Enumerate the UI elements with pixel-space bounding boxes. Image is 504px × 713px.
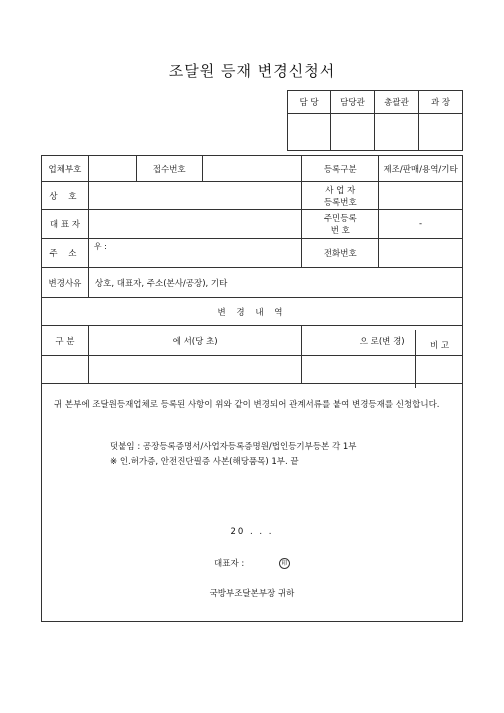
label-biz-reg-no: [302, 182, 379, 210]
seal-icon: 印: [279, 558, 290, 569]
col-category: 구 분: [42, 326, 89, 356]
application-body: [42, 384, 463, 622]
approval-table: [287, 90, 463, 151]
label-receipt-no: 접수번호: [136, 156, 202, 182]
label-registration-type: 등록구분: [302, 156, 379, 182]
representative-field[interactable]: [88, 210, 301, 239]
change-details-title: 변 경 내 역: [42, 298, 463, 326]
receipt-no-field[interactable]: [202, 156, 302, 182]
application-date[interactable]: 20 . . .: [230, 527, 274, 537]
address-field[interactable]: [88, 239, 301, 268]
company-no-field[interactable]: [88, 156, 136, 182]
approval-sign-general[interactable]: [375, 114, 419, 151]
label-resident-no-line1: 주민등록: [323, 214, 357, 224]
col-to: 으 로(변 경): [359, 336, 405, 347]
application-form-table: [41, 155, 463, 622]
phone-field[interactable]: [379, 239, 463, 268]
approval-sign-officer[interactable]: [331, 114, 375, 151]
application-paragraph: 귀 본부에 조달원등재업체로 등록된 사항이 위와 같이 변경되어 관계서류를 붙여 변경등재를 신청합니다.: [54, 400, 440, 410]
approval-header-chief: 과 장: [419, 91, 463, 114]
col-note: 비 고: [415, 330, 463, 360]
attachment-line-2: ※ 인.허가증, 안전진단필증 사본(해당품목) 1부. 끝: [110, 457, 299, 467]
postal-code-label: 우 :: [93, 242, 107, 251]
label-change-reason: 변경사유: [42, 268, 89, 298]
approval-sign-staff[interactable]: [288, 114, 331, 151]
col-from: 에 서(당 초): [88, 326, 301, 356]
col-note-divider: [415, 360, 416, 388]
change-reason-options[interactable]: 상호, 대표자, 주소(본사/공장), 기타: [88, 268, 462, 298]
label-trade-name: 상 호: [42, 182, 89, 210]
label-resident-no-line2: 번 호: [330, 226, 350, 236]
resident-no-field[interactable]: -: [379, 210, 463, 239]
change-from-cell[interactable]: [88, 356, 301, 384]
approval-header-officer: 담당관: [331, 91, 375, 114]
addressee: 국방부조달본부장 귀하: [209, 589, 295, 599]
label-resident-no: [302, 210, 379, 239]
biz-reg-no-field[interactable]: [379, 182, 463, 210]
attachments: [110, 440, 357, 470]
attachment-line-1: 덧붙임 : 공장등록증명서/사업자등록증명원/법인등기부등본 각 1부: [110, 442, 357, 452]
label-phone: 전화번호: [302, 239, 379, 268]
label-address: 주 소: [42, 239, 89, 268]
label-representative: 대 표 자: [42, 210, 89, 239]
registration-type-value[interactable]: 제조/판매/용역/기타: [379, 156, 463, 182]
page-title: 조달원 등재 변경신청서: [168, 62, 336, 80]
representative-signature: [42, 557, 462, 569]
label-company-no: 업체부호: [42, 156, 89, 182]
trade-name-field[interactable]: [88, 182, 301, 210]
label-biz-reg-no-line2: 등록번호: [323, 197, 357, 208]
approval-header-general: 총괄관: [375, 91, 419, 114]
change-category-cell[interactable]: [42, 356, 89, 384]
approval-sign-chief[interactable]: [419, 114, 463, 151]
approval-header-staff: 담 당: [288, 91, 331, 114]
label-biz-reg-no-line1: 사 업 자: [325, 185, 356, 196]
representative-sign-label: 대표자 :: [214, 559, 245, 569]
